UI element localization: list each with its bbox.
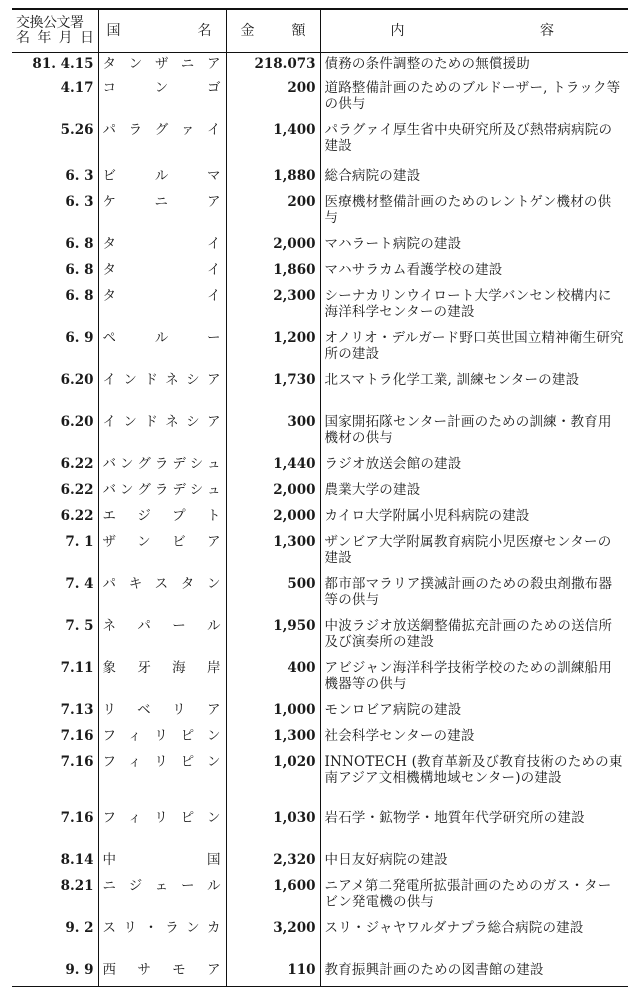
table-row (12, 191, 628, 233)
table-row (12, 369, 628, 411)
table-row (12, 849, 628, 875)
country-cell: リベリア (98, 699, 226, 725)
grant-aid-table (12, 8, 628, 987)
country-cell: ニジェール (98, 875, 226, 917)
amount-cell: 1,730 (226, 369, 320, 411)
amount-cell: 1,400 (226, 119, 320, 165)
date-cell: 7. 4 (65, 575, 94, 592)
table-row (12, 479, 628, 505)
amount-cell: 2,000 (226, 505, 320, 531)
amount-cell: 1,300 (226, 725, 320, 751)
amount-cell: 2,000 (226, 479, 320, 505)
content-cell: オノリオ・デルガード野口英世国立精神衛生研究所の建設 (320, 327, 628, 369)
content-cell: ザンビア大学附属教育病院小児医療センターの建設 (320, 531, 628, 573)
content-cell: 都市部マラリア撲滅計画のための殺虫剤撒布器等の供与 (320, 573, 628, 615)
country-cell: ケニア (98, 191, 226, 233)
amount-cell: 1,860 (226, 259, 320, 285)
country-cell: タイ (98, 285, 226, 327)
content-cell: パラグァイ厚生省中央研究所及び熱帯病病院の建設 (320, 119, 628, 165)
table-row (12, 53, 628, 77)
amount-cell: 1,000 (226, 699, 320, 725)
amount-cell: 1,030 (226, 807, 320, 849)
country-cell: ビルマ (98, 165, 226, 191)
country-cell: タンザニア (98, 53, 226, 77)
table-header-row (12, 9, 628, 53)
date-cell: 8.21 (60, 877, 94, 894)
amount-cell: 1,200 (226, 327, 320, 369)
content-cell: 農業大学の建設 (320, 479, 628, 505)
amount-cell: 400 (226, 657, 320, 699)
amount-cell: 218.073 (226, 53, 320, 77)
country-cell: バングラデシュ (98, 453, 226, 479)
date-cell: 6. 8 (65, 287, 94, 304)
date-cell: 9. 9 (12, 959, 98, 987)
content-cell: 総合病院の建設 (320, 165, 628, 191)
date-cell: 5.26 (60, 121, 94, 138)
amount-cell: 1,950 (226, 615, 320, 657)
content-cell: モンロビア病院の建設 (320, 699, 628, 725)
date-cell: 6. 3 (65, 167, 94, 184)
header-amount: 金 額 (226, 9, 320, 53)
country-cell: フィリピン (98, 751, 226, 807)
table-row (12, 699, 628, 725)
content-cell: シーナカリンウイロート大学バンセン校構内に海洋科学センターの建設 (320, 285, 628, 327)
table-row (12, 531, 628, 573)
content-cell: 北スマトラ化学工業, 訓練センターの建設 (320, 369, 628, 411)
country-cell: パキスタン (98, 573, 226, 615)
header-date (12, 9, 98, 53)
country-cell: 西サモア (98, 959, 226, 987)
table-row (12, 285, 628, 327)
date-cell: 7. 5 (65, 617, 94, 634)
date-cell: 8.14 (60, 851, 94, 868)
amount-cell: 200 (226, 191, 320, 233)
country-cell: パラグァイ (98, 119, 226, 165)
content-cell: マハラート病院の建設 (320, 233, 628, 259)
country-cell: バングラデシュ (98, 479, 226, 505)
country-cell: フィリピン (98, 807, 226, 849)
date-cell: 6. 8 (65, 235, 94, 252)
table-row (12, 77, 628, 119)
table-row (12, 751, 628, 807)
country-cell: ペルー (98, 327, 226, 369)
table-row (12, 119, 628, 165)
table-row (12, 573, 628, 615)
amount-cell: 2,000 (226, 233, 320, 259)
amount-cell: 1,440 (226, 453, 320, 479)
country-cell: 中国 (98, 849, 226, 875)
amount-cell: 2,300 (226, 285, 320, 327)
country-cell: インドネシア (98, 369, 226, 411)
table-row (12, 875, 628, 917)
content-cell: スリ・ジャヤワルダナプラ総合病院の建設 (320, 917, 628, 959)
date-cell: 6.20 (60, 413, 94, 430)
date-cell: 7.11 (60, 659, 94, 676)
table-row (12, 233, 628, 259)
date-cell: 6.20 (60, 371, 94, 388)
date-cell: 6. 3 (65, 193, 94, 210)
country-cell: インドネシア (98, 411, 226, 453)
content-cell: INNOTECH (教育革新及び教育技術のための東南アジア文相機構地域センター)の建設 (320, 751, 628, 807)
table-row (12, 657, 628, 699)
table-row (12, 327, 628, 369)
content-cell: ニアメ第二発電所拡張計画のためのガス・タービン発電機の供与 (320, 875, 628, 917)
country-cell: エジプト (98, 505, 226, 531)
amount-cell: 200 (226, 77, 320, 119)
country-cell: ザンビア (98, 531, 226, 573)
content-cell: 岩石学・鉱物学・地質年代学研究所の建設 (320, 807, 628, 849)
amount-cell: 500 (226, 573, 320, 615)
table-body (12, 53, 628, 987)
country-cell: ネパール (98, 615, 226, 657)
content-cell: 医療機材整備計画のためのレントゲン機材の供与 (320, 191, 628, 233)
table-row (12, 411, 628, 453)
date-cell: 7.16 (60, 809, 94, 826)
country-cell: スリ・ランカ (98, 917, 226, 959)
content-cell: 中日友好病院の建設 (320, 849, 628, 875)
date-cell: 6. 9 (65, 329, 94, 346)
amount-cell: 110 (226, 959, 320, 987)
date-cell: 6. 8 (65, 261, 94, 278)
header-country: 国 名 (98, 9, 226, 53)
content-cell: 教育振興計画のための図書館の建設 (320, 959, 628, 987)
header-date-line1: 交換公文署 (16, 15, 84, 31)
table-row (12, 725, 628, 751)
content-cell: アビジャン海洋科学技術学校のための訓練船用機器等の供与 (320, 657, 628, 699)
table-row (12, 165, 628, 191)
date-cell: 81. 4.15 (32, 56, 94, 72)
content-cell: カイロ大学附属小児科病院の建設 (320, 505, 628, 531)
table-row (12, 807, 628, 849)
date-cell: 4.17 (60, 79, 94, 96)
date-cell: 7.13 (60, 701, 94, 718)
header-date-line2: 名 年 月 日 (16, 30, 94, 46)
date-cell: 7.16 (60, 727, 94, 744)
table-row (12, 453, 628, 479)
amount-cell: 1,880 (226, 165, 320, 191)
content-cell: マハサラカム看護学校の建設 (320, 259, 628, 285)
amount-cell: 1,600 (226, 875, 320, 917)
header-content: 内 容 (320, 9, 628, 53)
amount-cell: 1,300 (226, 531, 320, 573)
table-row (12, 959, 628, 987)
country-cell: フィリピン (98, 725, 226, 751)
content-cell: 債務の条件調整のための無償援助 (320, 53, 628, 77)
content-cell: 国家開拓隊センター計画のための訓練・教育用機材の供与 (320, 411, 628, 453)
date-cell: 6.22 (60, 507, 94, 524)
amount-cell: 2,320 (226, 849, 320, 875)
date-cell: 6.22 (60, 481, 94, 498)
date-cell: 6.22 (60, 455, 94, 472)
content-cell: 社会科学センターの建設 (320, 725, 628, 751)
country-cell: コンゴ (98, 77, 226, 119)
content-cell: ラジオ放送会館の建設 (320, 453, 628, 479)
date-cell: 9. 2 (65, 919, 94, 936)
country-cell: タイ (98, 259, 226, 285)
country-cell: タイ (98, 233, 226, 259)
amount-cell: 300 (226, 411, 320, 453)
amount-cell: 3,200 (226, 917, 320, 959)
country-cell: 象牙海岸 (98, 657, 226, 699)
date-cell: 7.16 (60, 753, 94, 770)
amount-cell: 1,020 (226, 751, 320, 807)
content-cell: 中波ラジオ放送網整備拡充計画のための送信所及び演奏所の建設 (320, 615, 628, 657)
table-row (12, 917, 628, 959)
table-row (12, 259, 628, 285)
table-row (12, 505, 628, 531)
content-cell: 道路整備計画のためのブルドーザー, トラック等の供与 (320, 77, 628, 119)
date-cell: 7. 1 (65, 533, 94, 550)
table-row (12, 615, 628, 657)
